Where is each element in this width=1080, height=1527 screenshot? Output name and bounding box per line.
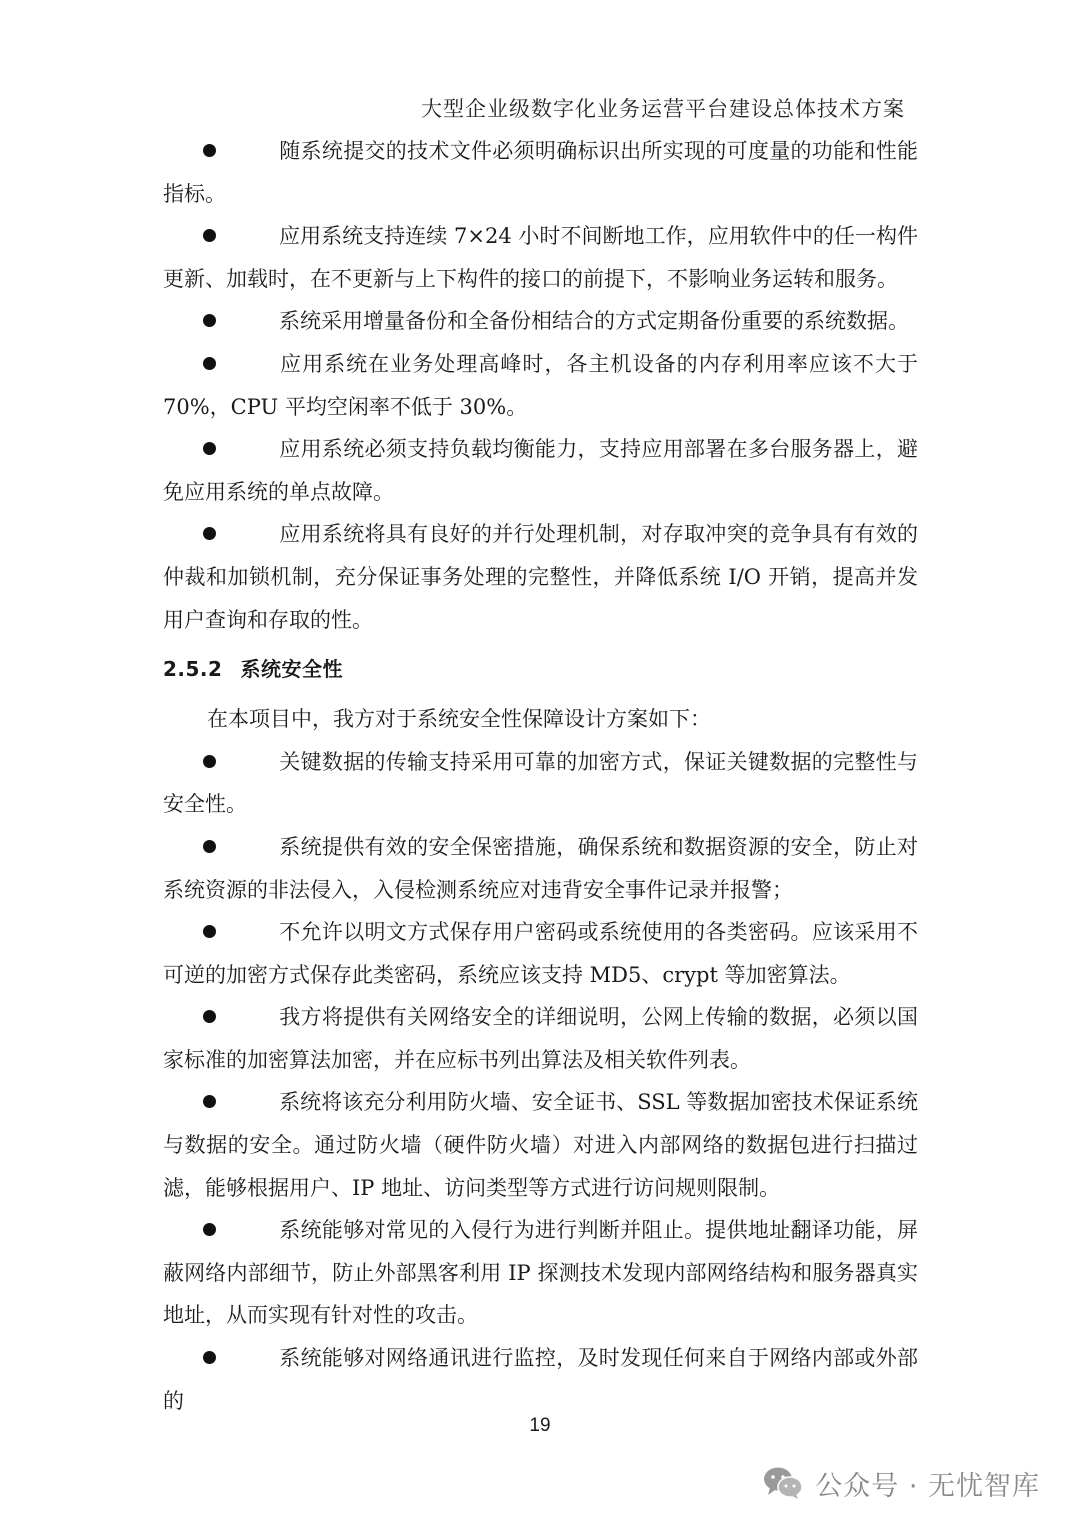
bullet-item <box>163 1209 918 1337</box>
bullet-icon <box>203 130 279 173</box>
bullet-text: 随系统提交的技术文件必须明确标识出所实现的可度量的功能和性能指标。 <box>163 139 918 206</box>
bullet-text: 应用系统将具有良好的并行处理机制，对存取冲突的竞争具有有效的仲裁和加锁机制，充分保证事务处理的完整性，并降低系统 I/O 开销，提高并发用户查询和存取的性。 <box>163 522 918 632</box>
bullet-text: 系统提供有效的安全保密措施，确保系统和数据资源的安全，防止对系统资源的非法侵入，入侵检测系统应对违背安全事件记录并报警； <box>163 834 918 902</box>
bullet-text: 应用系统必须支持负载均衡能力，支持应用部署在多台服务器上，避免应用系统的单点故障。 <box>163 437 918 504</box>
bullet-item <box>163 130 918 215</box>
section-intro: 在本项目中，我方对于系统安全性保障设计方案如下： <box>207 707 711 732</box>
section-title: 系统安全性 <box>240 657 343 682</box>
wechat-icon <box>763 1466 803 1500</box>
bullet-icon <box>203 996 279 1039</box>
running-header: 大型企业级数字化业务运营平台建设总体技术方案 <box>421 97 905 121</box>
bullet-text: 关键数据的传输支持采用可靠的加密方式，保证关键数据的完整性与安全性。 <box>163 749 918 817</box>
bullet-text: 我方将提供有关网络安全的详细说明，公网上传输的数据，必须以国家标准的加密算法加密，并在应标书列出算法及相关软件列表。 <box>163 1005 918 1072</box>
bullet-text: 应用系统在业务处理高峰时，各主机设备的内存利用率应该不大于70%，CPU 平均空闲率不低于 30%。 <box>163 351 918 419</box>
bullet-item <box>163 996 918 1081</box>
bullet-item <box>163 1081 918 1209</box>
bullet-item <box>163 1337 918 1422</box>
watermark <box>763 1463 1040 1503</box>
bullet-text: 系统将该充分利用防火墙、安全证书、SSL 等数据加密技术保证系统与数据的安全。通过防火墙（硬件防火墙）对进入内部网络的数据包进行扫描过滤，能够根据用户、IP 地址、访问类型等方式进行访问规则限制。 <box>163 1090 918 1200</box>
section-number: 2.5.2 <box>163 657 223 682</box>
bullet-icon <box>203 343 279 386</box>
bullet-item <box>163 741 918 826</box>
bullet-icon <box>203 513 279 556</box>
bullet-text: 不允许以明文方式保存用户密码或系统使用的各类密码。应该采用不可逆的加密方式保存此类密码，系统应该支持 MD5、crypt 等加密算法。 <box>163 920 918 987</box>
page-content <box>163 130 918 1422</box>
bullet-item <box>163 513 918 641</box>
bullet-item <box>163 215 918 300</box>
bullet-item <box>163 911 918 996</box>
bullet-icon <box>203 1209 279 1252</box>
bullet-icon <box>203 428 279 471</box>
bullet-icon <box>203 300 279 343</box>
bullet-item <box>163 826 918 911</box>
bullet-icon <box>203 826 279 869</box>
bullet-icon <box>203 215 279 258</box>
bullet-item <box>163 343 918 428</box>
bullet-item <box>163 300 918 343</box>
bullet-item <box>163 428 918 513</box>
bullet-icon <box>203 741 279 784</box>
page-number: 19 <box>529 1415 551 1436</box>
bullet-text: 系统采用增量备份和全备份相结合的方式定期备份重要的系统数据。 <box>279 309 909 334</box>
bullet-icon <box>203 1337 279 1380</box>
bullet-icon <box>203 1081 279 1124</box>
bullet-text: 应用系统支持连续 7×24 小时不间断地工作，应用软件中的任一构件更新、加载时，在不更新与上下构件的接口的前提下，不影响业务运转和服务。 <box>163 224 918 291</box>
bullet-text: 系统能够对常见的入侵行为进行判断并阻止。提供地址翻译功能，屏蔽网络内部细节，防止外部黑客利用 IP 探测技术发现内部网络结构和服务器真实地址，从而实现有针对性的攻击。 <box>163 1218 918 1328</box>
watermark-text: 公众号 · 无忧智库 <box>815 1470 1040 1502</box>
section-heading <box>163 641 918 698</box>
bullet-text: 系统能够对网络通讯进行监控，及时发现任何来自于网络内部或外部的 <box>163 1346 918 1413</box>
bullet-icon <box>203 911 279 954</box>
